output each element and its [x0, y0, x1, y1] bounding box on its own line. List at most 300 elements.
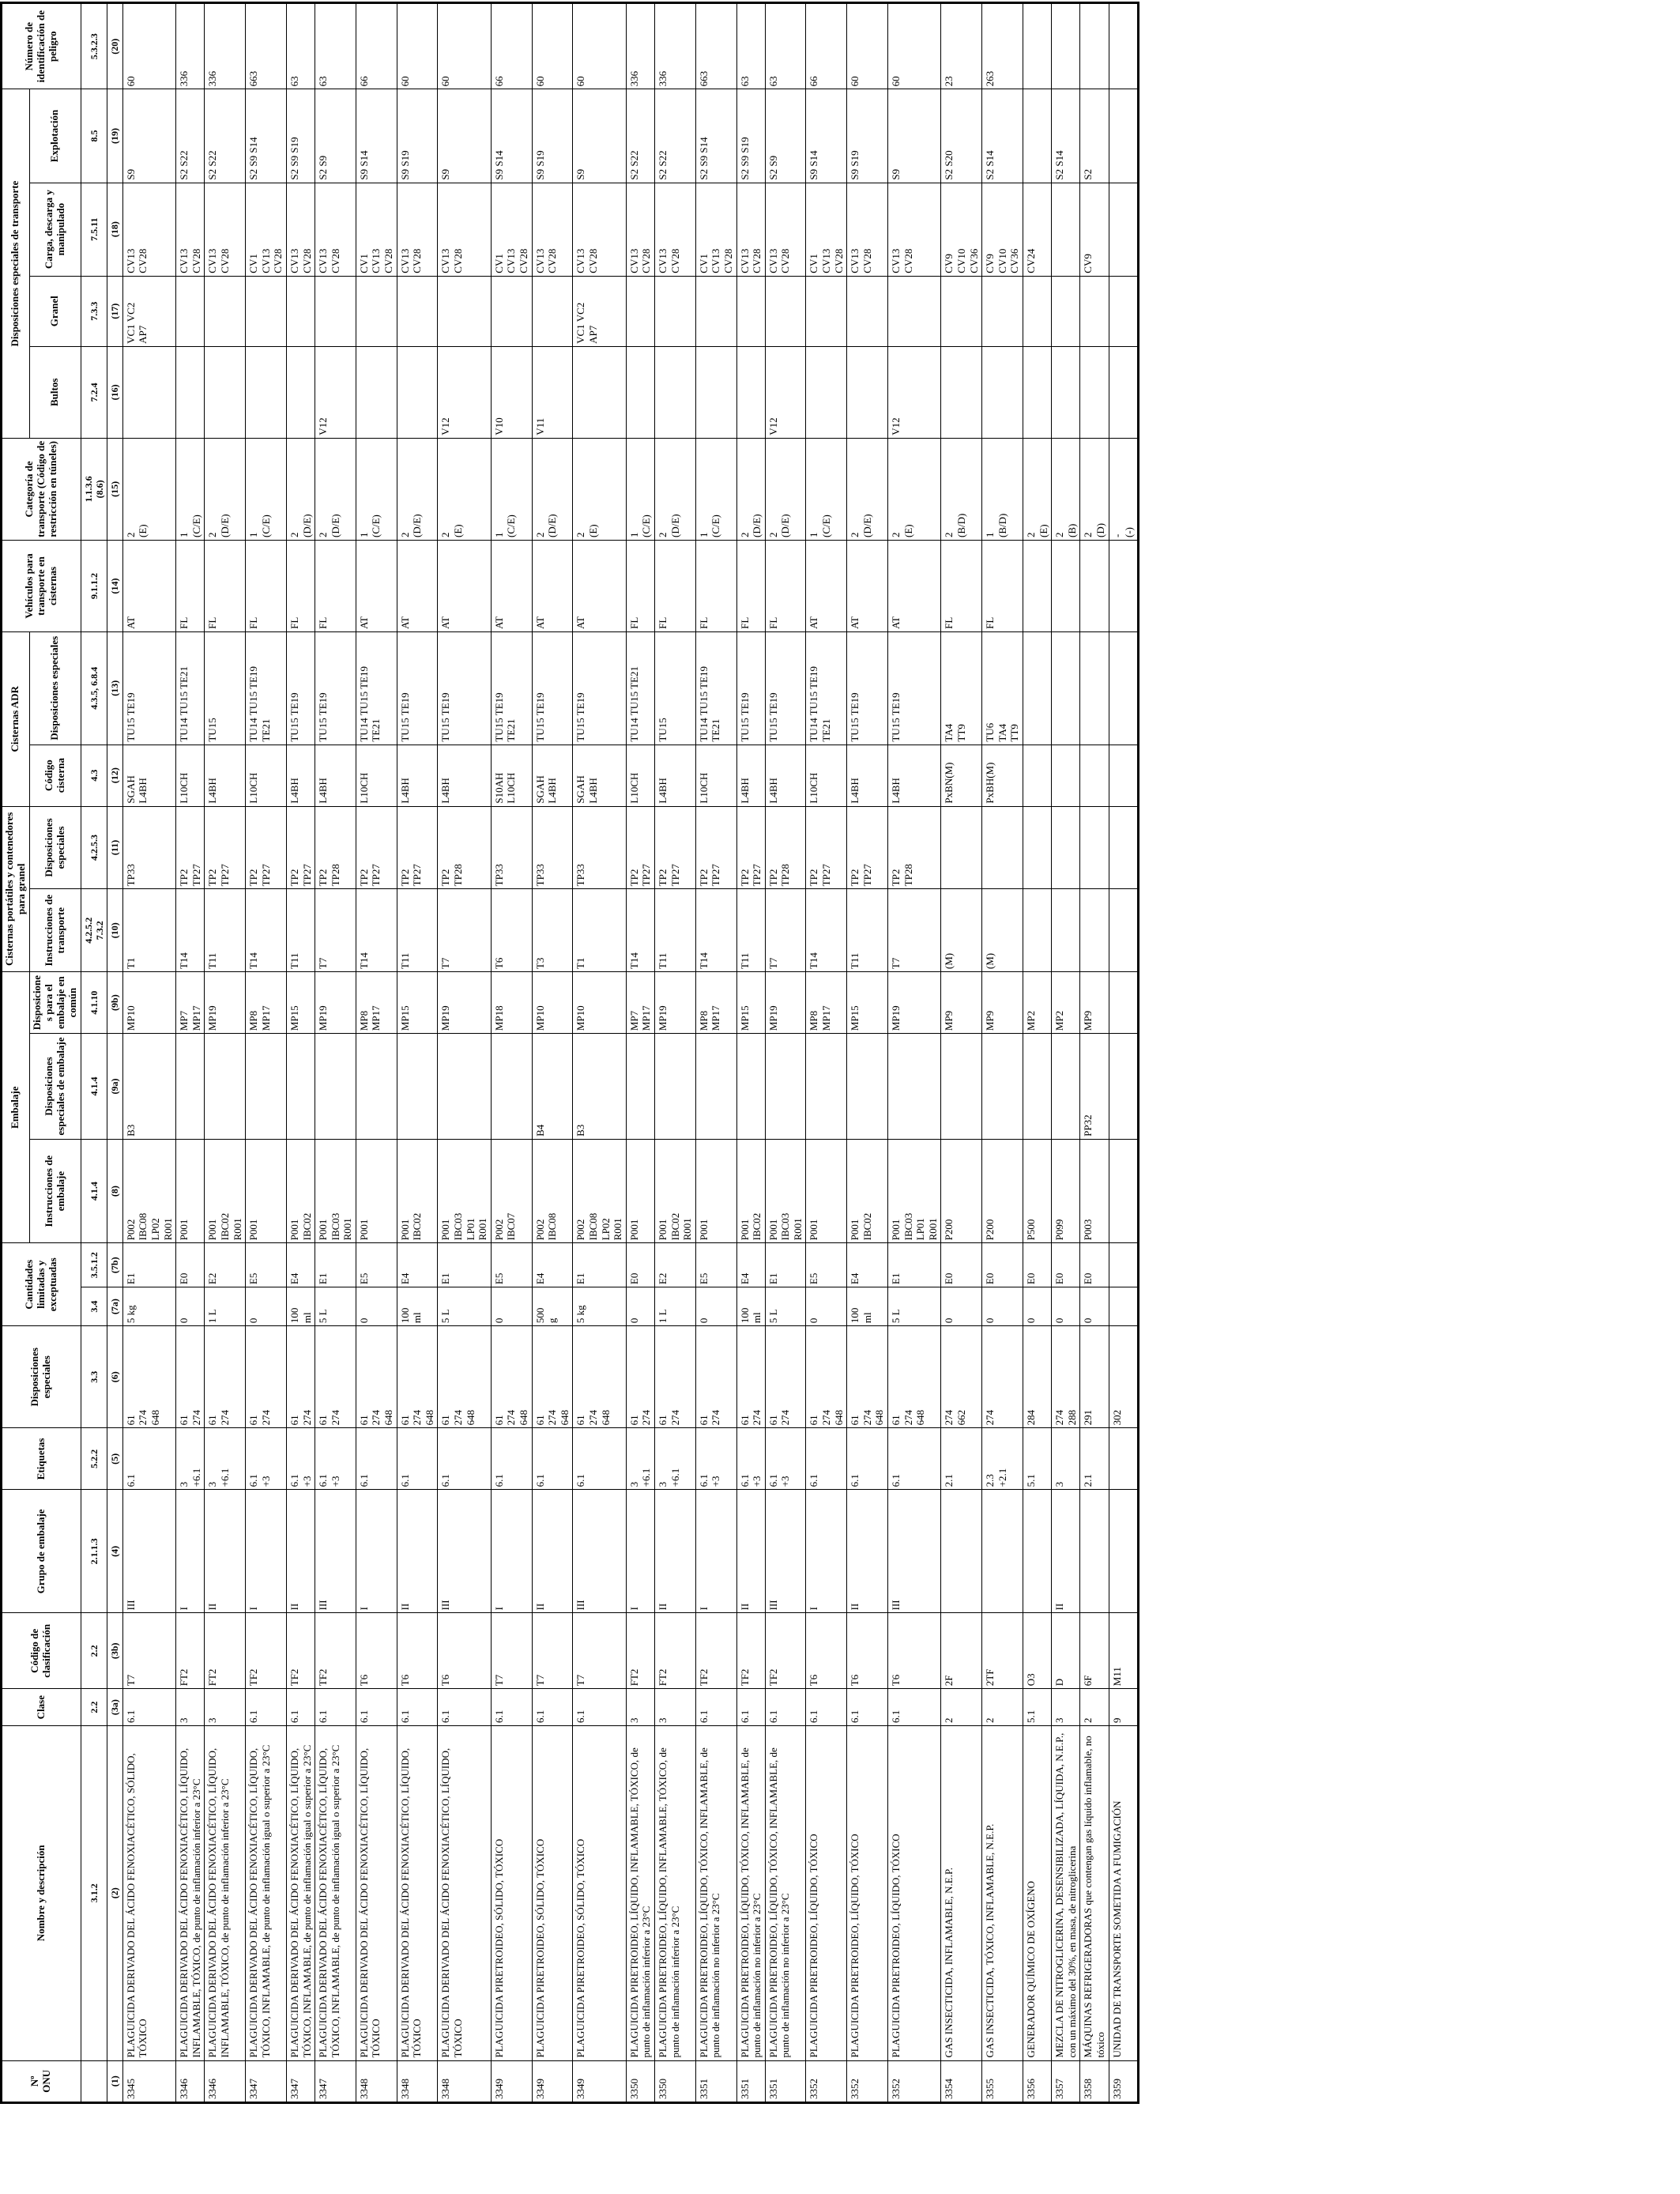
cell-r15-c8: E4 [736, 1243, 765, 1287]
cell-r11-c21: S9 [573, 89, 626, 183]
cell-r19-c7: 5 L [888, 1287, 941, 1326]
cell-r4-c16: FL [286, 541, 315, 632]
idx-cell-20: (18) [107, 183, 122, 276]
cell-r10-c10: B4 [532, 1034, 573, 1140]
cell-r12-c9: P001 [626, 1139, 654, 1243]
cell-r4-c10 [286, 1034, 315, 1140]
header-name: Nombre y descripción [2, 1726, 81, 2060]
cell-r11-c17: 2 (E) [573, 438, 626, 540]
cell-r21-c3: 2TF [982, 1613, 1023, 1689]
cell-r8-c18: V12 [438, 346, 491, 438]
cell-r14-c6: 61 274 [695, 1326, 736, 1428]
cell-r21-c7: 0 [982, 1287, 1023, 1326]
header-vehiculos: Vehículos para transporte en cisternas [2, 541, 81, 632]
cell-r1-c21: S2 S22 [176, 89, 205, 183]
cell-r5-c7: 5 L [315, 1287, 356, 1326]
cell-r10-c3: T7 [532, 1613, 573, 1689]
cell-r19-c2: 6.1 [888, 1689, 941, 1726]
cell-r19-c22: 60 [888, 3, 941, 89]
cell-r12-c18 [626, 346, 654, 438]
cell-r12-c8: E0 [626, 1243, 654, 1287]
cell-r8-c13: TP2 TP28 [438, 806, 491, 889]
idx-cell-19: (17) [107, 276, 122, 346]
cell-r18-c8: E4 [847, 1243, 888, 1287]
table-row [532, 3, 573, 2103]
cell-r7-c14: L4BH [397, 745, 438, 806]
table-row [438, 3, 491, 2103]
cell-r6-c16: AT [356, 541, 397, 632]
cell-r2-c17: 2 (D/E) [205, 438, 246, 540]
cell-r16-c14: L4BH [765, 745, 806, 806]
cell-r22-c18 [1023, 346, 1051, 438]
cell-r11-c7: 5 kg [573, 1287, 626, 1326]
cell-r16-c21: S2 S9 [765, 89, 806, 183]
header-codigo-cisterna: Código cisterna [29, 745, 81, 806]
cell-r9-c12: T6 [491, 889, 532, 972]
cell-r18-c11: MP15 [847, 972, 888, 1034]
cell-r14-c15: TU14 TU15 TE19 TE21 [695, 631, 736, 745]
table-row [122, 3, 175, 2103]
cell-r0-c16: AT [122, 541, 175, 632]
cell-r15-c9: P001 IBC02 [736, 1139, 765, 1243]
cell-r6-c20: CV1 CV13 CV28 [356, 183, 397, 276]
cell-r0-c11: MP10 [122, 972, 175, 1034]
cell-r21-c20: CV9 CV10 CV36 [982, 183, 1023, 276]
cell-r13-c2: 3 [654, 1689, 695, 1726]
cell-r13-c3: FT2 [654, 1613, 695, 1689]
cell-r18-c3: T6 [847, 1613, 888, 1689]
header-disp-especiales: Disposiciones especiales [2, 1326, 81, 1428]
reference-row [81, 3, 107, 2103]
cell-r17-c0: 3352 [806, 2060, 847, 2102]
cell-r6-c17: 1 (C/E) [356, 438, 397, 540]
cell-r0-c2: 6.1 [122, 1689, 175, 1726]
cell-r19-c19 [888, 276, 941, 346]
cell-r16-c3: TF2 [765, 1613, 806, 1689]
cell-r10-c2: 6.1 [532, 1689, 573, 1726]
table-row [765, 3, 806, 2103]
cell-r17-c9: P001 [806, 1139, 847, 1243]
cell-r14-c3: TF2 [695, 1613, 736, 1689]
cell-r13-c6: 61 274 [654, 1326, 695, 1428]
table-row [847, 3, 888, 2103]
ref-cell-18: 7.2.4 [81, 346, 107, 438]
cell-r6-c13: TP2 TP27 [356, 806, 397, 889]
cell-r2-c14: L4BH [205, 745, 246, 806]
cell-r8-c8: E1 [438, 1243, 491, 1287]
cell-r24-c19 [1080, 276, 1109, 346]
idx-cell-10: (9a) [107, 1034, 122, 1140]
cell-r11-c14: SGAH L4BH [573, 745, 626, 806]
cell-r10-c1: PLAGUICIDA PIRETROIDEO, SÓLIDO, TÓXICO [532, 1726, 573, 2060]
cell-r16-c19 [765, 276, 806, 346]
cell-r3-c9: P001 [246, 1139, 287, 1243]
header-granel: Granel [29, 276, 81, 346]
cell-r16-c22: 63 [765, 3, 806, 89]
cell-r12-c4: I [626, 1490, 654, 1613]
cell-r21-c4 [982, 1490, 1023, 1613]
cell-r12-c22: 336 [626, 3, 654, 89]
cell-r10-c19 [532, 276, 573, 346]
cell-r2-c1: PLAGUICIDA DERIVADO DEL ÁCIDO FENOXIACÉTICO, LÍQUIDO, INFLAMABLE, TÓXICO, de punto de inflamación inferior a 23°C [205, 1726, 246, 2060]
cell-r11-c20: CV13 CV28 [573, 183, 626, 276]
cell-r24-c14 [1080, 745, 1109, 806]
cell-r14-c7: 0 [695, 1287, 736, 1326]
cell-r25-c19 [1109, 276, 1138, 346]
cell-r1-c16: FL [176, 541, 205, 632]
cell-r24-c0: 3358 [1080, 2060, 1109, 2102]
cell-r5-c9: P001 IBC03 R001 [315, 1139, 356, 1243]
cell-r18-c12: T11 [847, 889, 888, 972]
cell-r6-c7: 0 [356, 1287, 397, 1326]
cell-r2-c19 [205, 276, 246, 346]
cell-r5-c11: MP19 [315, 972, 356, 1034]
cell-r4-c8: E4 [286, 1243, 315, 1287]
cell-r8-c0: 3348 [438, 2060, 491, 2102]
cell-r1-c5: 3 +6.1 [176, 1428, 205, 1490]
header-bultos: Bultos [29, 346, 81, 438]
cell-r11-c0: 3349 [573, 2060, 626, 2102]
cell-r4-c22: 63 [286, 3, 315, 89]
cell-r18-c5: 6.1 [847, 1428, 888, 1490]
cell-r19-c21: S9 [888, 89, 941, 183]
cell-r2-c13: TP2 TP27 [205, 806, 246, 889]
cell-r22-c16 [1023, 541, 1051, 632]
cell-r21-c15: TU6 TA4 TT9 [982, 631, 1023, 745]
ref-cell-1: 3.1.2 [81, 1726, 107, 2060]
cell-r12-c20: CV13 CV28 [626, 183, 654, 276]
cell-r22-c8: E0 [1023, 1243, 1051, 1287]
cell-r0-c13: TP33 [122, 806, 175, 889]
cell-r19-c1: PLAGUICIDA PIRETROIDEO, LÍQUIDO, TÓXICO [888, 1726, 941, 2060]
ref-cell-21: 8.5 [81, 89, 107, 183]
cell-r22-c0: 3356 [1023, 2060, 1051, 2102]
cell-r9-c20: CV1 CV13 CV28 [491, 183, 532, 276]
table-row [941, 3, 982, 2103]
cell-r14-c10 [695, 1034, 736, 1140]
cell-r12-c15: TU14 TU15 TE21 [626, 631, 654, 745]
cell-r25-c11 [1109, 972, 1138, 1034]
cell-r22-c9: P500 [1023, 1139, 1051, 1243]
idx-cell-14: (12) [107, 745, 122, 806]
cell-r10-c22: 60 [532, 3, 573, 89]
cell-r15-c1: PLAGUICIDA PIRETROIDEO, LÍQUIDO, TÓXICO, INFLAMABLE, de punto de inflamación no inferior a 23°C [736, 1726, 765, 2060]
cell-r9-c14: S10AH L10CH [491, 745, 532, 806]
cell-r9-c21: S9 S14 [491, 89, 532, 183]
cell-r2-c6: 61 274 [205, 1326, 246, 1428]
cell-r4-c3: TF2 [286, 1613, 315, 1689]
cell-r11-c6: 61 274 648 [573, 1326, 626, 1428]
cell-r5-c19 [315, 276, 356, 346]
cell-r2-c0: 3346 [205, 2060, 246, 2102]
cell-r9-c7: 0 [491, 1287, 532, 1326]
cell-r7-c17: 2 (D/E) [397, 438, 438, 540]
cell-r16-c17: 2 (D/E) [765, 438, 806, 540]
table-row [246, 3, 287, 2103]
cell-r25-c18 [1109, 346, 1138, 438]
cell-r8-c22: 60 [438, 3, 491, 89]
cell-r3-c10 [246, 1034, 287, 1140]
cell-r20-c22: 23 [941, 3, 982, 89]
cell-r12-c14: L10CH [626, 745, 654, 806]
cell-r19-c12: T7 [888, 889, 941, 972]
cell-r7-c0: 3348 [397, 2060, 438, 2102]
cell-r25-c6: 302 [1109, 1326, 1138, 1428]
cell-r3-c12: T14 [246, 889, 287, 972]
cell-r8-c4: III [438, 1490, 491, 1613]
cell-r11-c2: 6.1 [573, 1689, 626, 1726]
cell-r17-c16: AT [806, 541, 847, 632]
cell-r9-c15: TU15 TE19 TE21 [491, 631, 532, 745]
cell-r24-c17: 2 (D) [1080, 438, 1109, 540]
cell-r16-c8: E1 [765, 1243, 806, 1287]
cell-r13-c14: L4BH [654, 745, 695, 806]
cell-r15-c4: II [736, 1490, 765, 1613]
cell-r19-c10 [888, 1034, 941, 1140]
cell-r1-c17: 1 (C/E) [176, 438, 205, 540]
cell-r5-c0: 3347 [315, 2060, 356, 2102]
idx-cell-9: (8) [107, 1139, 122, 1243]
cell-r7-c4: II [397, 1490, 438, 1613]
ref-cell-19: 7.3.3 [81, 276, 107, 346]
table-row [1023, 3, 1051, 2103]
cell-r6-c6: 61 274 648 [356, 1326, 397, 1428]
idx-cell-6: (6) [107, 1326, 122, 1428]
table-row [806, 3, 847, 2103]
cell-r18-c17: 2 (D/E) [847, 438, 888, 540]
cell-r17-c6: 61 274 648 [806, 1326, 847, 1428]
cell-r15-c6: 61 274 [736, 1326, 765, 1428]
cell-r0-c12: T1 [122, 889, 175, 972]
cell-r22-c20: CV24 [1023, 183, 1051, 276]
cell-r22-c13 [1023, 806, 1051, 889]
cell-r8-c16: AT [438, 541, 491, 632]
cell-r6-c1: PLAGUICIDA DERIVADO DEL ÁCIDO FENOXIACÉTICO, LÍQUIDO, TÓXICO [356, 1726, 397, 2060]
cell-r13-c19 [654, 276, 695, 346]
cell-r17-c19 [806, 276, 847, 346]
cell-r7-c15: TU15 TE19 [397, 631, 438, 745]
cell-r18-c13: TP2 TP27 [847, 806, 888, 889]
cell-r12-c17: 1 (C/E) [626, 438, 654, 540]
cell-r12-c13: TP2 TP27 [626, 806, 654, 889]
cell-r4-c7: 100 ml [286, 1287, 315, 1326]
cell-r16-c7: 5 L [765, 1287, 806, 1326]
cell-r3-c18 [246, 346, 287, 438]
cell-r23-c1: MEZCLA DE NITROGLICERINA, DESENSIBILIZADA, LÍQUIDA, N.E.P., con un máximo del 30%, en masa, de nitroglicerina [1052, 1726, 1080, 2060]
cell-r0-c22: 60 [122, 3, 175, 89]
cell-r20-c21: S2 S20 [941, 89, 982, 183]
cell-r21-c13 [982, 806, 1023, 889]
cell-r18-c15: TU15 TE19 [847, 631, 888, 745]
cell-r7-c7: 100 ml [397, 1287, 438, 1326]
cell-r10-c15: TU15 TE19 [532, 631, 573, 745]
cell-r18-c0: 3352 [847, 2060, 888, 2102]
cell-r13-c20: CV13 CV28 [654, 183, 695, 276]
cell-r1-c12: T14 [176, 889, 205, 972]
cell-r16-c20: CV13 CV28 [765, 183, 806, 276]
table-row [654, 3, 695, 2103]
cell-r14-c13: TP2 TP27 [695, 806, 736, 889]
cell-r13-c15: TU15 [654, 631, 695, 745]
table-row [176, 3, 205, 2103]
cell-r17-c14: L10CH [806, 745, 847, 806]
cell-r15-c11: MP15 [736, 972, 765, 1034]
cell-r12-c5: 3 +6.1 [626, 1428, 654, 1490]
cell-r22-c6: 284 [1023, 1326, 1051, 1428]
cell-r6-c22: 66 [356, 3, 397, 89]
cell-r2-c11: MP19 [205, 972, 246, 1034]
idx-cell-22: (20) [107, 3, 122, 89]
cell-r9-c19 [491, 276, 532, 346]
cell-r6-c8: E5 [356, 1243, 397, 1287]
cell-r11-c10: B3 [573, 1034, 626, 1140]
cell-r8-c3: T6 [438, 1613, 491, 1689]
cell-r10-c14: SGAH L4BH [532, 745, 573, 806]
header-grupo: Grupo de embalaje [2, 1490, 81, 1613]
cell-r24-c21: S2 [1080, 89, 1109, 183]
cell-r4-c11: MP15 [286, 972, 315, 1034]
cell-r15-c2: 6.1 [736, 1689, 765, 1726]
cell-r7-c10 [397, 1034, 438, 1140]
cell-r24-c16 [1080, 541, 1109, 632]
cell-r17-c4: I [806, 1490, 847, 1613]
cell-r4-c2: 6.1 [286, 1689, 315, 1726]
rotated-page [0, 2, 1680, 2104]
cell-r25-c4 [1109, 1490, 1138, 1613]
cell-r25-c13 [1109, 806, 1138, 889]
cell-r24-c1: MÁQUINAS REFRIGERADORAS que contengan gas líquido inflamable, no tóxico [1080, 1726, 1109, 2060]
cell-r21-c22: 263 [982, 3, 1023, 89]
cell-r5-c20: CV13 CV28 [315, 183, 356, 276]
cell-r23-c17: 2 (B) [1052, 438, 1080, 540]
cell-r10-c16: AT [532, 541, 573, 632]
cell-r0-c6: 61 274 648 [122, 1326, 175, 1428]
cell-r15-c20: CV13 CV28 [736, 183, 765, 276]
cell-r5-c3: TF2 [315, 1613, 356, 1689]
idx-cell-18: (16) [107, 346, 122, 438]
cell-r16-c15: TU15 TE19 [765, 631, 806, 745]
cell-r0-c19: VC1 VC2 AP7 [122, 276, 175, 346]
ref-cell-12: 4.2.5.2 7.3.2 [81, 889, 107, 972]
cell-r7-c21: S9 S19 [397, 89, 438, 183]
header-cantidades: Cantidades limitadas y exceptuadas [2, 1243, 81, 1326]
cell-r5-c1: PLAGUICIDA DERIVADO DEL ÁCIDO FENOXIACÉTICO, LÍQUIDO, TÓXICO, INFLAMABLE, de punto de inflamación igual o superior a 23°C [315, 1726, 356, 2060]
cell-r24-c12 [1080, 889, 1109, 972]
cell-r8-c2: 6.1 [438, 1689, 491, 1726]
cell-r14-c2: 6.1 [695, 1689, 736, 1726]
ref-cell-11: 4.1.10 [81, 972, 107, 1034]
cell-r12-c21: S2 S22 [626, 89, 654, 183]
cell-r25-c1: UNIDAD DE TRANSPORTE SOMETIDA A FUMIGACIÓN [1109, 1726, 1138, 2060]
cell-r24-c7: 0 [1080, 1287, 1109, 1326]
cell-r12-c16: FL [626, 541, 654, 632]
cell-r7-c13: TP2 TP27 [397, 806, 438, 889]
cell-r20-c2: 2 [941, 1689, 982, 1726]
cell-r4-c0: 3347 [286, 2060, 315, 2102]
ref-cell-2: 2.2 [81, 1689, 107, 1726]
cell-r23-c21: S2 S14 [1052, 89, 1080, 183]
cell-r1-c20: CV13 CV28 [176, 183, 205, 276]
cell-r15-c15: TU15 TE19 [736, 631, 765, 745]
cell-r7-c22: 60 [397, 3, 438, 89]
cell-r18-c4: II [847, 1490, 888, 1613]
cell-r18-c20: CV13 CV28 [847, 183, 888, 276]
cell-r5-c22: 63 [315, 3, 356, 89]
cell-r15-c16: FL [736, 541, 765, 632]
cell-r24-c15 [1080, 631, 1109, 745]
cell-r20-c18 [941, 346, 982, 438]
cell-r18-c18 [847, 346, 888, 438]
cell-r3-c4: I [246, 1490, 287, 1613]
cell-r14-c8: E5 [695, 1243, 736, 1287]
cell-r10-c12: T3 [532, 889, 573, 972]
cell-r6-c12: T14 [356, 889, 397, 972]
ref-cell-13: 4.2.5.3 [81, 806, 107, 889]
cell-r8-c15: TU15 TE19 [438, 631, 491, 745]
idx-cell-21: (19) [107, 89, 122, 183]
cell-r18-c16: AT [847, 541, 888, 632]
cell-r2-c15: TU15 [205, 631, 246, 745]
cell-r21-c12: (M) [982, 889, 1023, 972]
header-emb-comun: Disposiciones para el embalaje en común [29, 972, 81, 1034]
cell-r0-c20: CV13 CV28 [122, 183, 175, 276]
cell-r23-c14 [1052, 745, 1080, 806]
cell-r22-c12 [1023, 889, 1051, 972]
cell-r14-c21: S2 S9 S14 [695, 89, 736, 183]
idx-cell-0: (1) [107, 2060, 122, 2102]
cell-r7-c3: T6 [397, 1613, 438, 1689]
cell-r18-c10 [847, 1034, 888, 1140]
cell-r2-c10 [205, 1034, 246, 1140]
cell-r17-c5: 6.1 [806, 1428, 847, 1490]
cell-r23-c2: 3 [1052, 1689, 1080, 1726]
cell-r20-c19 [941, 276, 982, 346]
cell-r24-c22 [1080, 3, 1109, 89]
table-body [122, 3, 1138, 2103]
cell-r12-c12: T14 [626, 889, 654, 972]
cell-r15-c7: 100 ml [736, 1287, 765, 1326]
header-numero-peligro: Número de identificación de peligro [2, 3, 81, 89]
cell-r11-c3: T7 [573, 1613, 626, 1689]
idx-cell-15: (13) [107, 631, 122, 745]
cell-r25-c21 [1109, 89, 1138, 183]
cell-r9-c10 [491, 1034, 532, 1140]
cell-r21-c14: PxBH(M) [982, 745, 1023, 806]
cell-r2-c21: S2 S22 [205, 89, 246, 183]
cell-r25-c20 [1109, 183, 1138, 276]
cell-r18-c7: 100 ml [847, 1287, 888, 1326]
cell-r18-c14: L4BH [847, 745, 888, 806]
cell-r21-c6: 274 [982, 1326, 1023, 1428]
cell-r5-c5: 6.1 +3 [315, 1428, 356, 1490]
cell-r2-c18 [205, 346, 246, 438]
cell-r3-c11: MP8 MP17 [246, 972, 287, 1034]
cell-r23-c6: 274 288 [1052, 1326, 1080, 1428]
cell-r8-c5: 6.1 [438, 1428, 491, 1490]
cell-r6-c19 [356, 276, 397, 346]
cell-r24-c13 [1080, 806, 1109, 889]
cell-r9-c5: 6.1 [491, 1428, 532, 1490]
table-row [1052, 3, 1080, 2103]
cell-r17-c2: 6.1 [806, 1689, 847, 1726]
cell-r25-c12 [1109, 889, 1138, 972]
cell-r25-c2: 9 [1109, 1689, 1138, 1726]
cell-r15-c14: L4BH [736, 745, 765, 806]
cell-r22-c15 [1023, 631, 1051, 745]
cell-r11-c18 [573, 346, 626, 438]
ref-cell-15: 4.3.5, 6.8.4 [81, 631, 107, 745]
cell-r23-c5: 3 [1052, 1428, 1080, 1490]
